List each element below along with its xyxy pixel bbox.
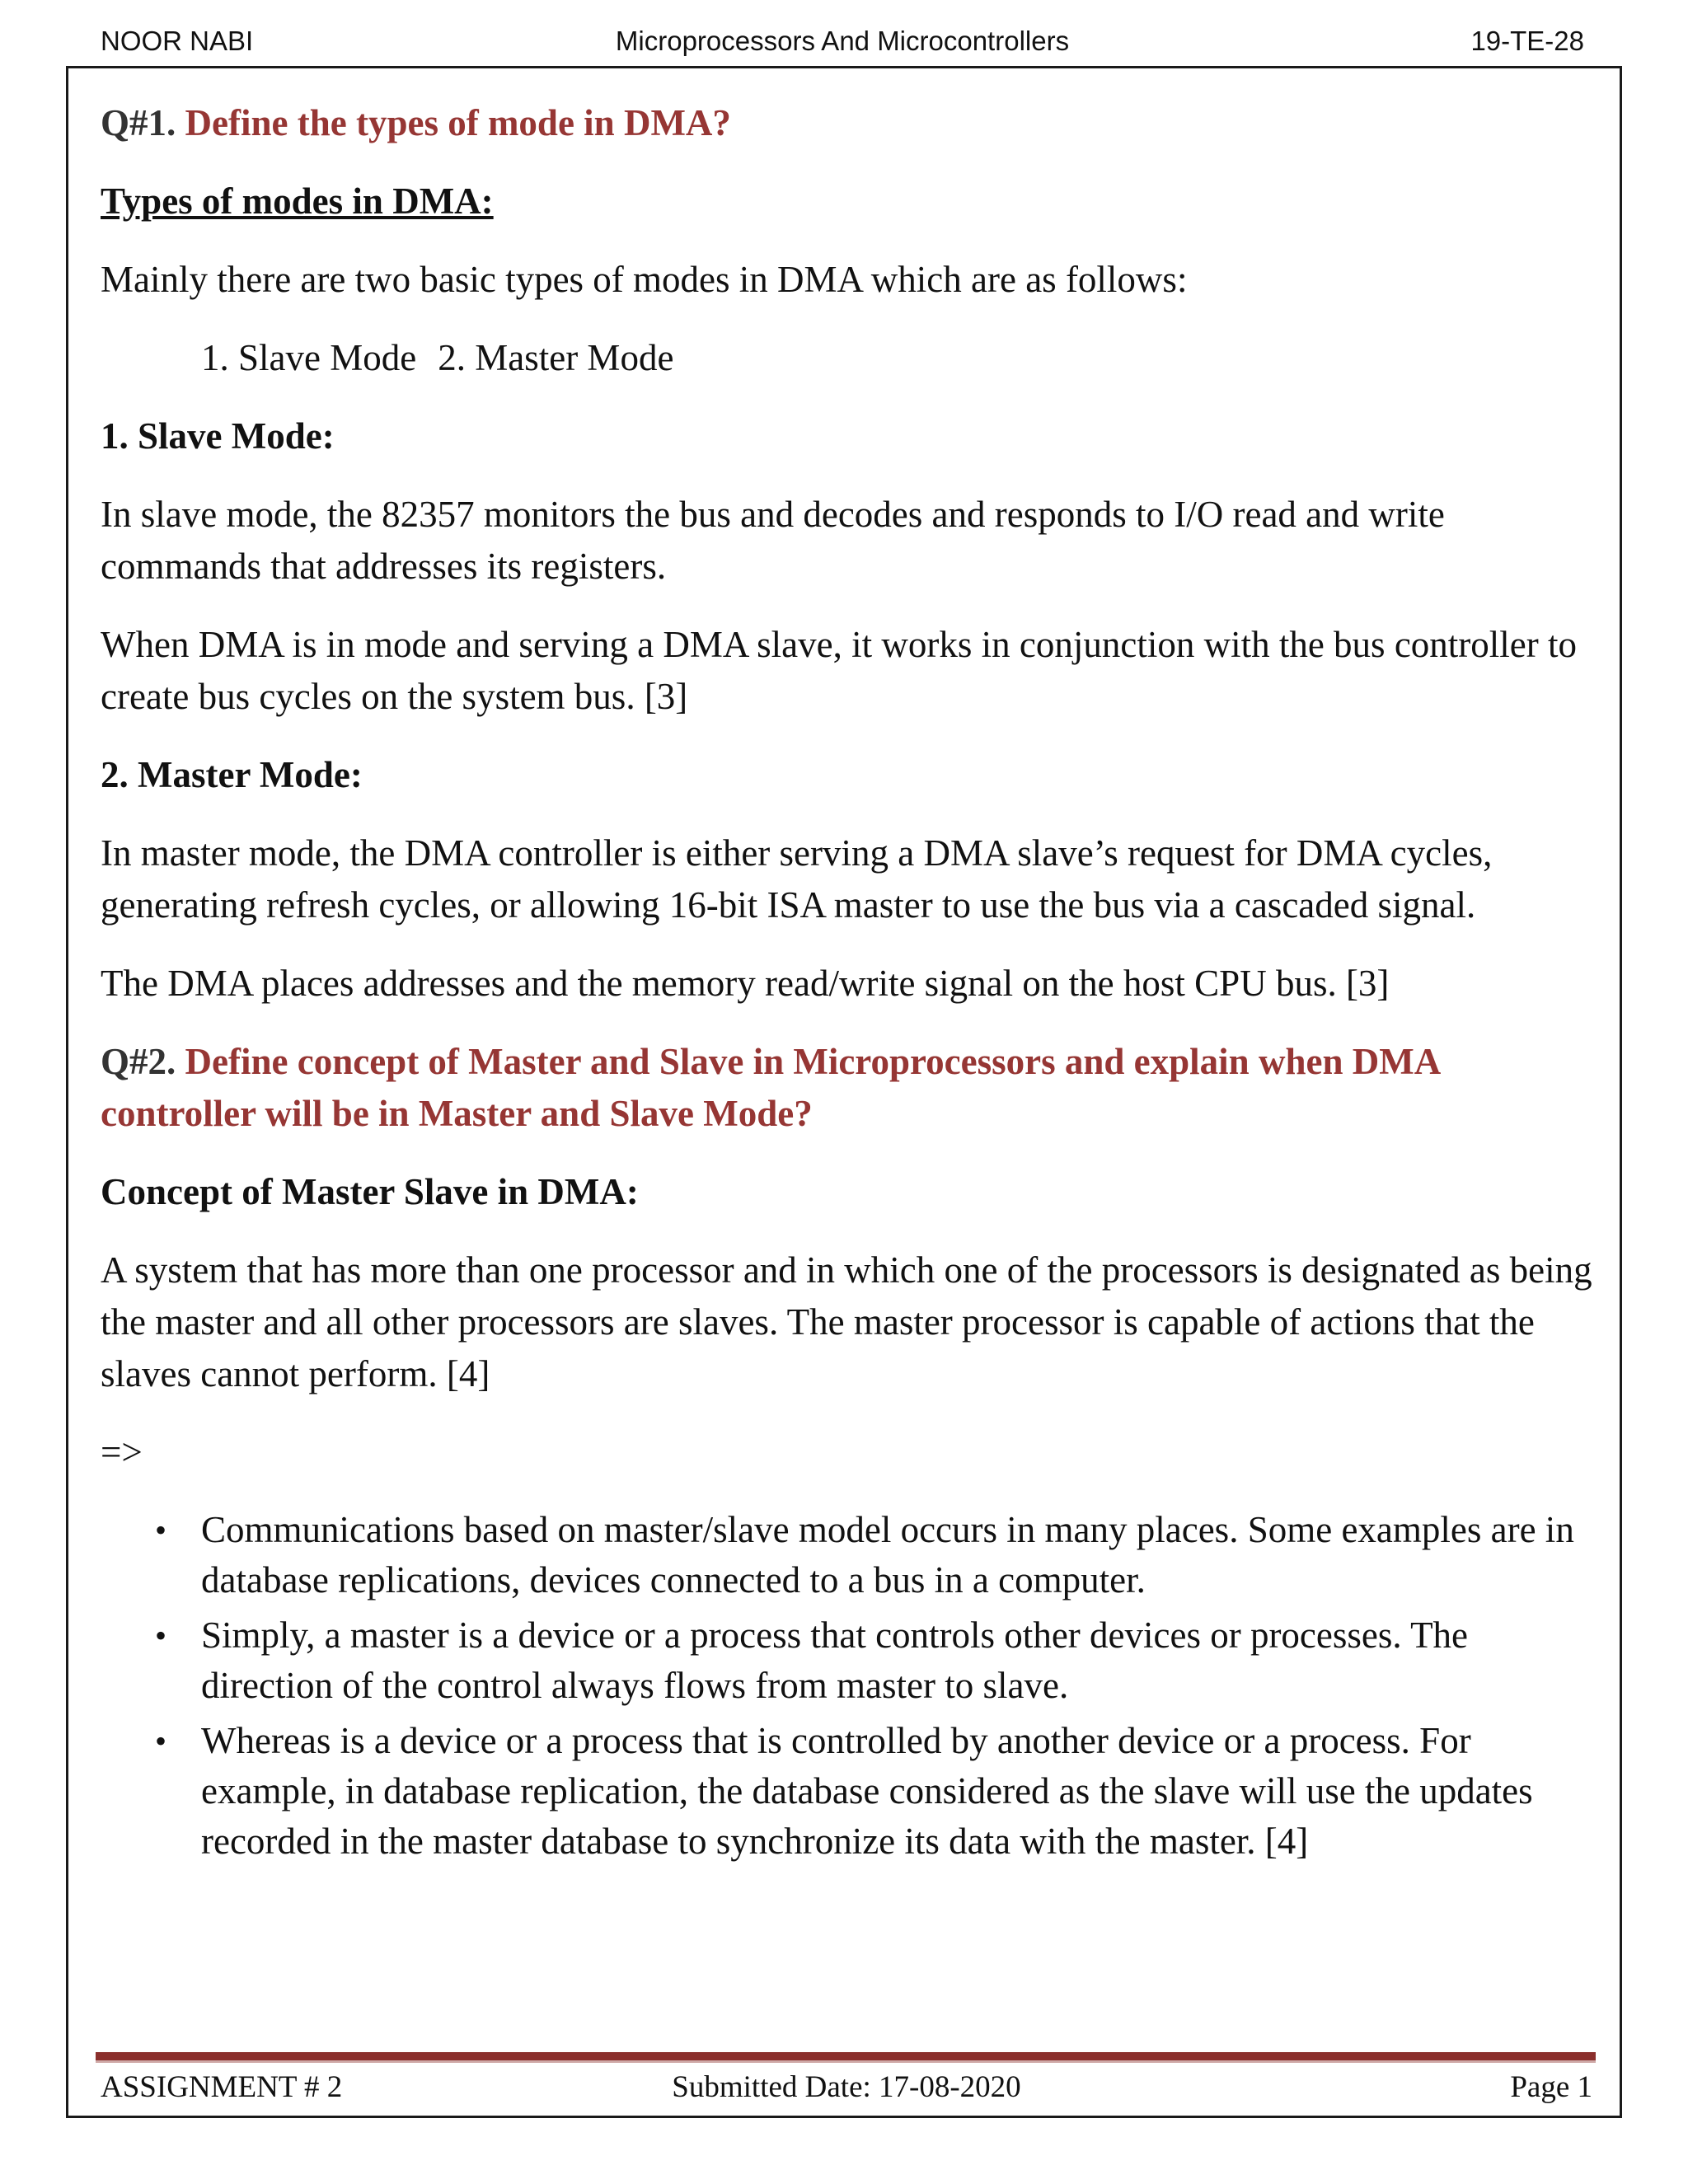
question-1-label: Q#1. (101, 102, 176, 143)
slave-mode-heading: 1. Slave Mode: (101, 415, 335, 457)
footer-divider (96, 2052, 1596, 2063)
question-2-label: Q#2. (101, 1041, 176, 1082)
question-1 (101, 97, 1592, 149)
footer-page-number: Page 1 (1510, 2070, 1592, 2104)
document-body (101, 97, 1592, 1872)
footer-assignment: ASSIGNMENT # 2 (101, 2070, 343, 2104)
question-1-text: Define the types of mode in DMA? (185, 102, 731, 143)
concept-paragraph: A system that has more than one processor and in which one of the processors is designated as being the master and all other processors are slaves. The master processor is capable of actions that the slaves cannot perform. [4] (101, 1249, 1592, 1394)
list-item (101, 1716, 1592, 1867)
bullet-list (101, 1505, 1592, 1867)
question-2 (101, 1036, 1592, 1140)
bullet-icon: • (155, 1722, 167, 1760)
types-heading: Types of modes in DMA: (101, 180, 494, 222)
list-item (101, 1610, 1592, 1711)
footer-submitted-date: Submitted Date: 17-08-2020 (672, 2070, 1021, 2104)
mode-list-item-1: 1. Slave Mode (201, 337, 417, 378)
slave-mode-paragraph-2: When DMA is in mode and serving a DMA slave, it works in conjunction with the bus controller to create bus cycles on the system bus. [3] (101, 624, 1577, 717)
page-header (101, 23, 1584, 59)
master-mode-heading: 2. Master Mode: (101, 754, 363, 795)
bullet-icon: • (155, 1511, 167, 1549)
slave-mode-paragraph-1: In slave mode, the 82357 monitors the bus and decodes and responds to I/O read and write commands that addresses its registers. (101, 494, 1445, 587)
intro-paragraph: Mainly there are two basic types of modes in DMA which are as follows: (101, 259, 1188, 300)
mode-list (101, 332, 1592, 384)
arrow-marker: => (101, 1432, 143, 1473)
mode-list-item-2: 2. Master Mode (438, 337, 674, 378)
question-2-text: Define concept of Master and Slave in Microprocessors and explain when DMA controller will be in Master and Slave Mode? (101, 1041, 1439, 1134)
header-roll-number: 19-TE-28 (1470, 26, 1584, 56)
bullet-icon: • (155, 1617, 167, 1654)
list-item-text: Simply, a master is a device or a process that controls other devices or processes. The direction of the control always flows from master to slave. (201, 1615, 1469, 1706)
page-footer (101, 2067, 1592, 2108)
master-mode-paragraph-2: The DMA places addresses and the memory read/write signal on the host CPU bus. [3] (101, 963, 1390, 1004)
concept-heading: Concept of Master Slave in DMA: (101, 1171, 639, 1212)
master-mode-paragraph-1: In master mode, the DMA controller is either serving a DMA slave’s request for DMA cycles, generating refresh cycles, or allowing 16-bit ISA master to use the bus via a cascaded signal. (101, 832, 1493, 926)
list-item-text: Communications based on master/slave model occurs in many places. Some examples are in database replications, devices connected to a bus in a computer. (201, 1509, 1574, 1601)
header-course: Microprocessors And Microcontrollers (615, 26, 1070, 56)
header-author: NOOR NABI (101, 26, 254, 56)
list-item (101, 1505, 1592, 1605)
list-item-text: Whereas is a device or a process that is controlled by another device or a process. For example, in database replication, the database considered as the slave will use the updates recorded in the master database to synchronize its data with the master. [4] (201, 1720, 1533, 1862)
